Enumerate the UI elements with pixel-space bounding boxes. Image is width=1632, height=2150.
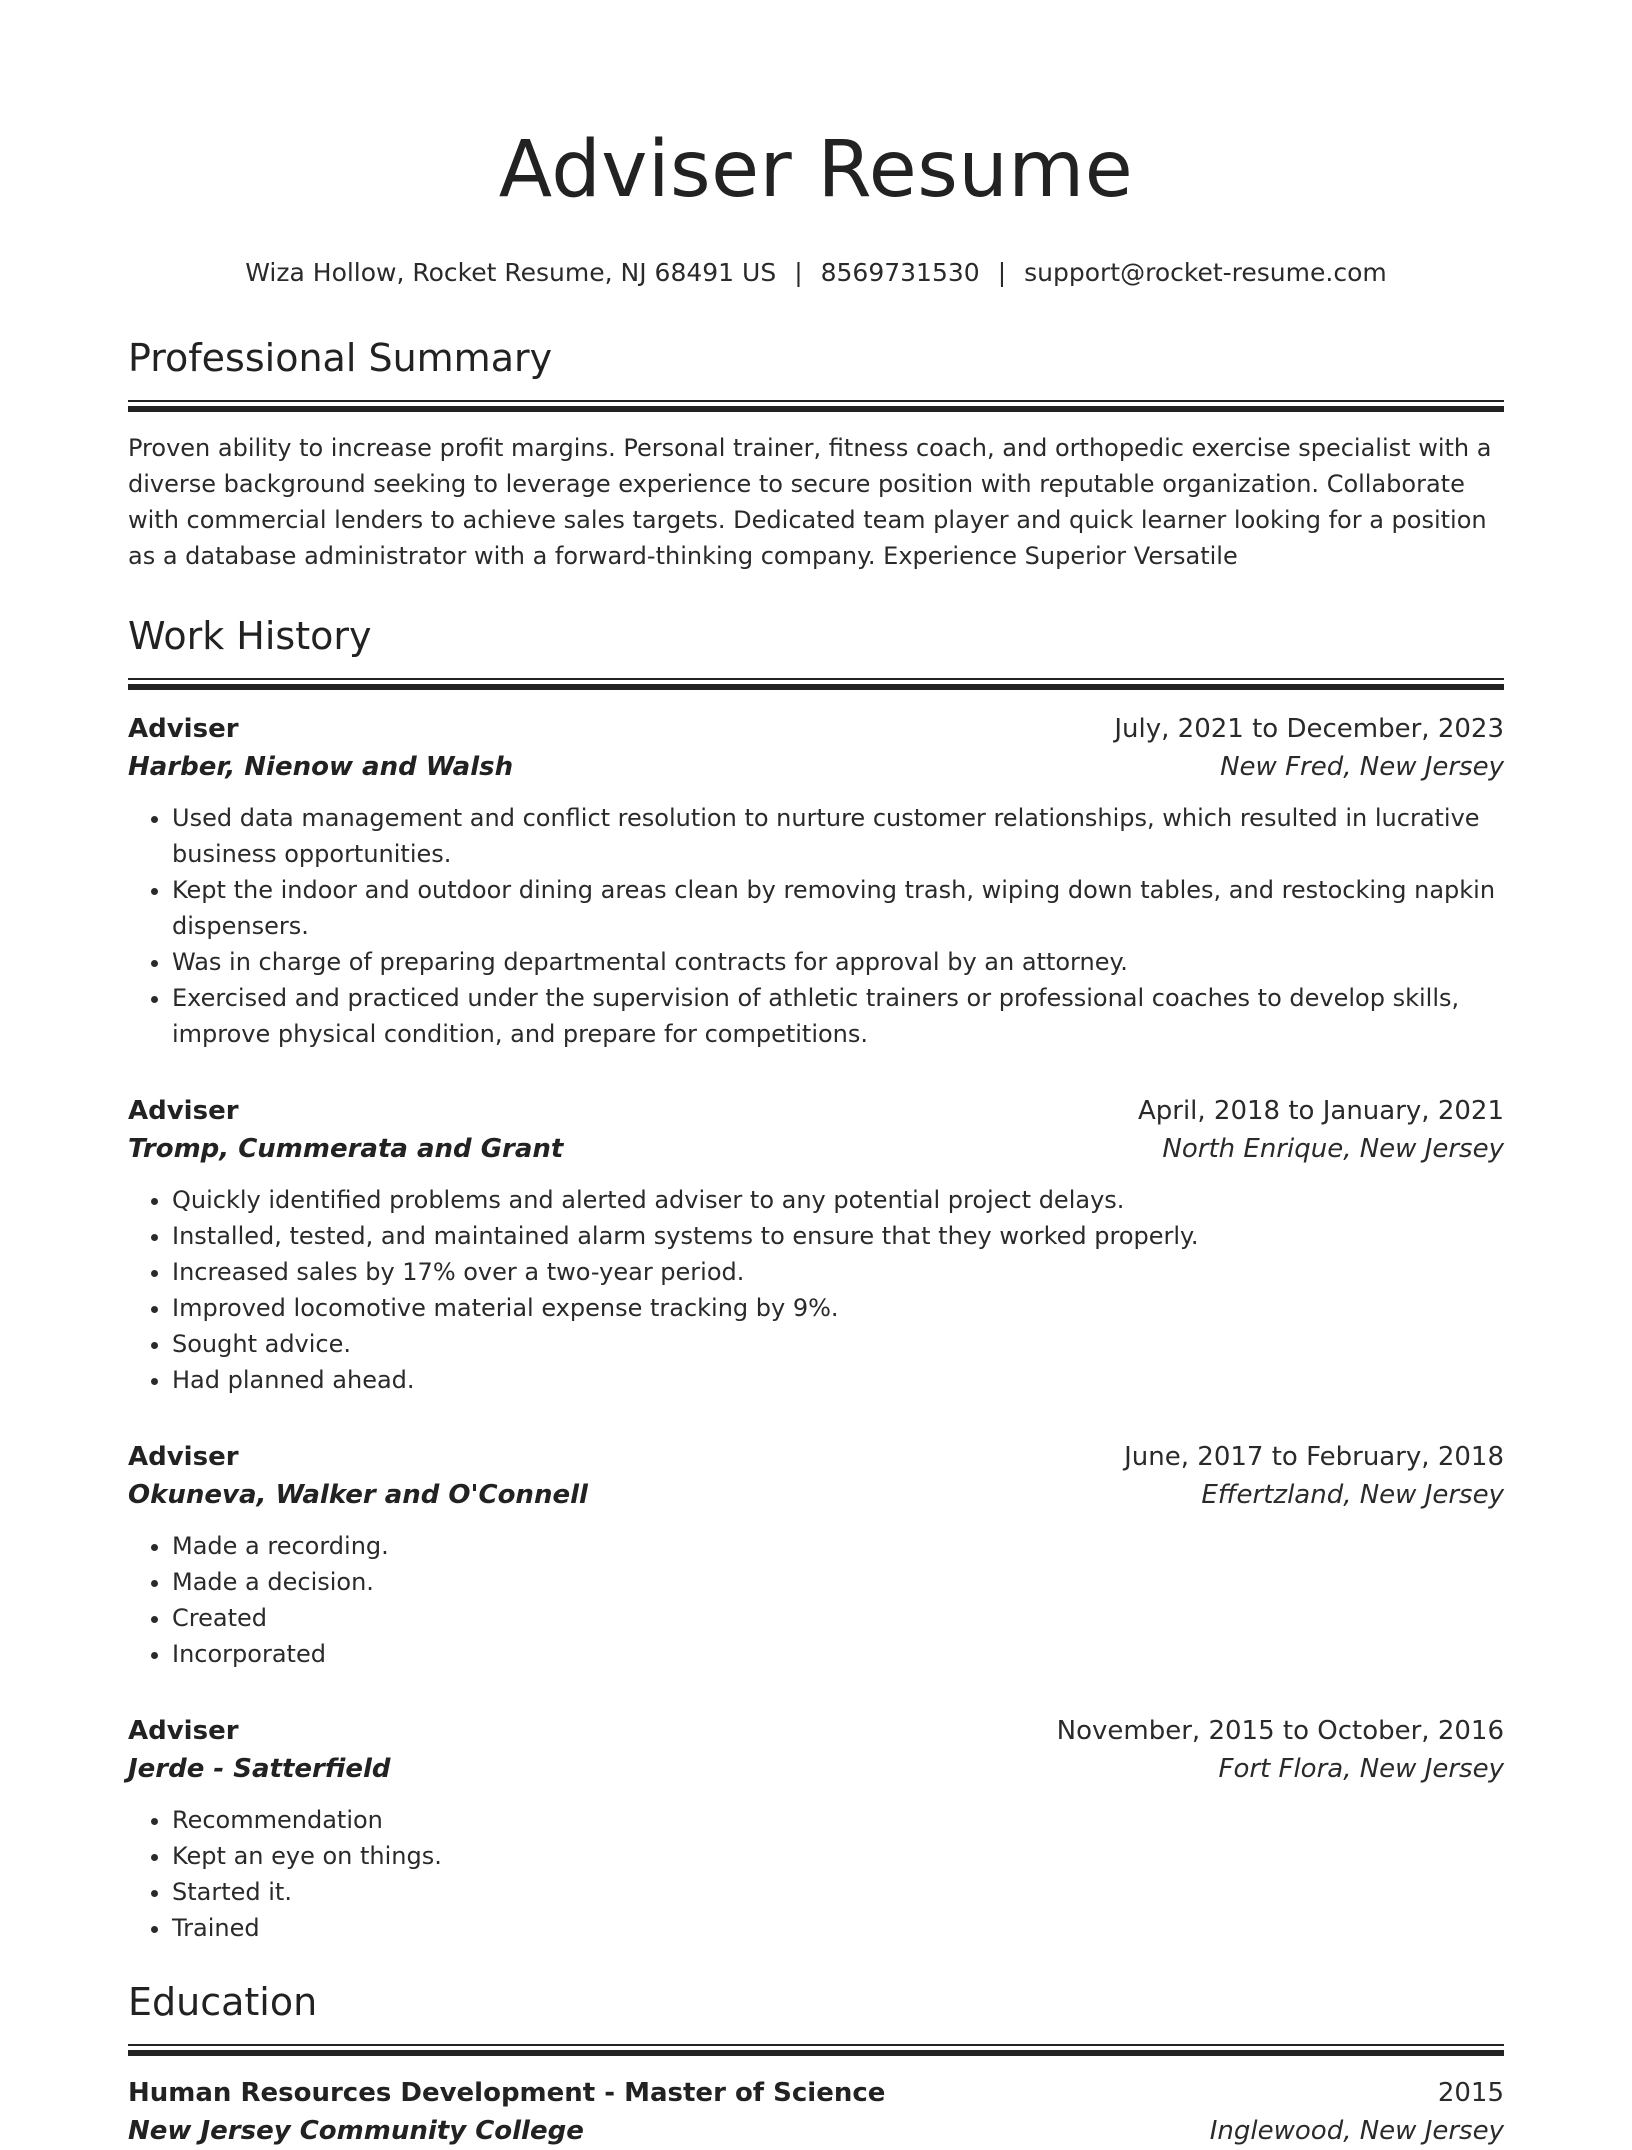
job-dates: June, 2017 to February, 2018 (1124, 1442, 1504, 1472)
job-bullet: • Created (172, 1600, 1504, 1636)
job-location: North Enrique, New Jersey (1162, 1134, 1504, 1164)
employer-name: Tromp, Cummerata and Grant (128, 1134, 564, 1164)
section-title-work: Work History (128, 614, 372, 658)
job-location: Effertzland, New Jersey (1201, 1480, 1504, 1510)
job-bullets (128, 800, 1504, 1052)
job-bullet: • Quickly identified problems and alerted adviser to any potential project delays. (172, 1182, 1504, 1218)
job-entry (128, 710, 1504, 1052)
job-bullet: • Started it. (172, 1874, 1504, 1910)
job-bullet: • Kept the indoor and outdoor dining areas clean by removing trash, wiping down tables, and restocking napkin dispensers. (172, 872, 1504, 944)
professional-summary-section (128, 334, 1504, 574)
contact-email: support@rocket-resume.com (1024, 258, 1387, 287)
section-divider (128, 678, 1504, 690)
contact-phone: 8569731530 (820, 258, 980, 287)
contact-address: Wiza Hollow, Rocket Resume, NJ 68491 US (245, 258, 777, 287)
work-history-section (128, 612, 1504, 1946)
job-bullets (128, 1182, 1504, 1398)
job-dates: July, 2021 to December, 2023 (1114, 714, 1504, 744)
job-title: Adviser (128, 1096, 239, 1126)
job-bullet: • Incorporated (172, 1636, 1504, 1672)
job-bullet: • Trained (172, 1910, 1504, 1946)
job-bullet: • Made a recording. (172, 1528, 1504, 1564)
section-title-summary: Professional Summary (128, 336, 553, 380)
contact-line (128, 256, 1504, 290)
section-title-education: Education (128, 1980, 318, 2024)
degree: Human Resources Development - Master of Science (128, 2078, 886, 2108)
job-bullet: • Had planned ahead. (172, 1362, 1504, 1398)
job-title: Adviser (128, 1442, 239, 1472)
job-title: Adviser (128, 714, 239, 744)
education-entry (128, 2074, 1504, 2150)
job-bullet: • Installed, tested, and maintained alarm systems to ensure that they worked properly. (172, 1218, 1504, 1254)
contact-separator: | (794, 258, 803, 287)
job-entry (128, 1092, 1504, 1398)
school-name: New Jersey Community College (128, 2116, 584, 2146)
education-section (128, 1978, 1504, 2150)
job-entry (128, 1438, 1504, 1672)
school-location: Inglewood, New Jersey (1209, 2116, 1504, 2146)
job-bullets (128, 1802, 1504, 1946)
graduation-year: 2015 (1437, 2078, 1504, 2108)
section-divider (128, 2044, 1504, 2056)
job-bullet: • Sought advice. (172, 1326, 1504, 1362)
section-divider (128, 400, 1504, 412)
job-entry (128, 1712, 1504, 1946)
summary-text: Proven ability to increase profit margins. Personal trainer, fitness coach, and orthopedic exercise specialist with a diverse background seeking to leverage experience to secure position with reputable organization. Collaborate with commercial lenders to achieve sales targets. Dedicated team player and quick learner looking for a position as a database administrator with a forward-thinking company. Experience Superior Versatile (128, 434, 1492, 570)
employer-name: Harber, Nienow and Walsh (128, 752, 514, 782)
job-bullet: • Kept an eye on things. (172, 1838, 1504, 1874)
job-bullet: • Exercised and practiced under the supervision of athletic trainers or professional coaches to develop skills, improve physical condition, and prepare for competitions. (172, 980, 1504, 1052)
job-bullet: • Was in charge of preparing departmental contracts for approval by an attorney. (172, 944, 1504, 980)
job-title: Adviser (128, 1716, 239, 1746)
job-bullet: • Made a decision. (172, 1564, 1504, 1600)
job-bullet: • Recommendation (172, 1802, 1504, 1838)
job-bullet: • Increased sales by 17% over a two-year period. (172, 1254, 1504, 1290)
job-location: Fort Flora, New Jersey (1218, 1754, 1504, 1784)
job-bullet: • Used data management and conflict resolution to nurture customer relationships, which resulted in lucrative business opportunities. (172, 800, 1504, 872)
contact-separator: | (997, 258, 1007, 287)
employer-name: Jerde - Satterfield (128, 1754, 391, 1784)
employer-name: Okuneva, Walker and O'Connell (128, 1480, 588, 1510)
resume-name: Adviser Resume (498, 125, 1134, 215)
job-location: New Fred, New Jersey (1220, 752, 1504, 782)
job-bullets (128, 1528, 1504, 1672)
job-bullet: • Improved locomotive material expense tracking by 9%. (172, 1290, 1504, 1326)
job-dates: April, 2018 to January, 2021 (1137, 1096, 1504, 1126)
job-dates: November, 2015 to October, 2016 (1056, 1716, 1504, 1746)
